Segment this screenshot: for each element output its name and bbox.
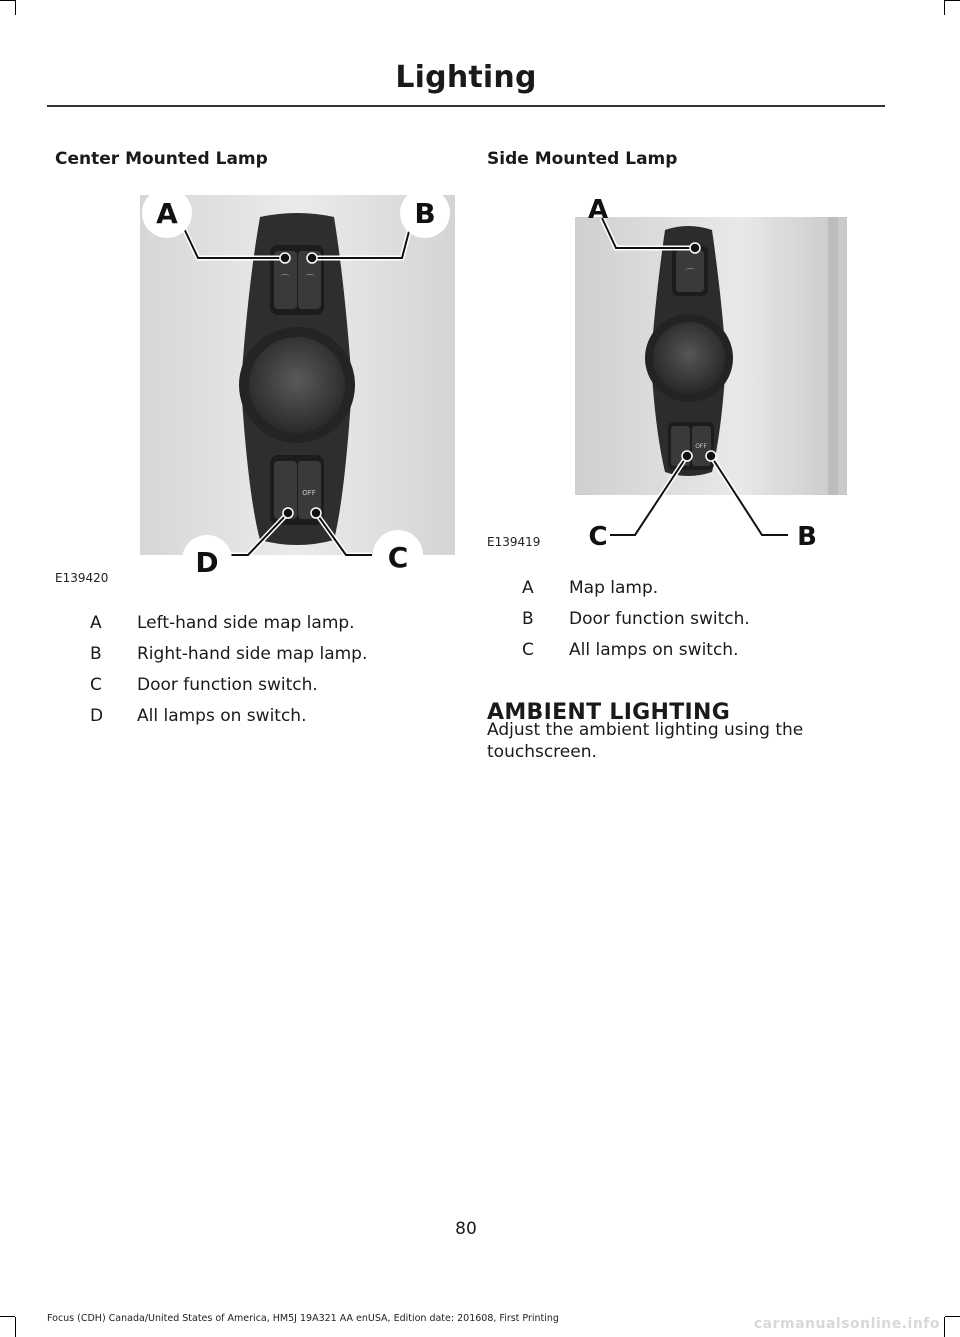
callout-label: C xyxy=(387,541,409,574)
side-lamp-illustration xyxy=(570,190,870,555)
crop-mark xyxy=(944,0,945,15)
header-divider xyxy=(47,105,885,107)
center-lamp-illustration xyxy=(140,195,455,585)
legend-letter: A xyxy=(522,577,534,598)
legend-letter: A xyxy=(90,612,102,633)
legend-letter: B xyxy=(90,643,102,664)
legend-description: Door function switch. xyxy=(569,608,750,629)
callout-label: D xyxy=(195,546,219,579)
center-lamp-figure xyxy=(140,195,455,585)
legend-item xyxy=(520,603,880,634)
crop-mark xyxy=(0,0,15,1)
side-lamp-legend xyxy=(520,572,880,665)
crop-mark xyxy=(944,1317,945,1337)
crop-mark xyxy=(945,1316,960,1317)
callout-label: C xyxy=(588,522,608,552)
legend-description: Map lamp. xyxy=(569,577,659,598)
ambient-lighting-heading: AMBIENT LIGHTING xyxy=(487,700,731,725)
legend-description: Right-hand side map lamp. xyxy=(137,643,368,664)
legend-item xyxy=(520,634,880,665)
callout-label: A xyxy=(587,195,609,225)
legend-item xyxy=(88,669,438,700)
legend-letter: D xyxy=(90,705,104,726)
legend-description: All lamps on switch. xyxy=(569,639,739,660)
crop-mark xyxy=(0,1316,15,1317)
legend-item xyxy=(88,700,438,731)
legend-letter: C xyxy=(522,639,534,660)
center-lamp-heading: Center Mounted Lamp xyxy=(55,149,268,169)
side-lamp-figure xyxy=(570,190,870,555)
crop-mark xyxy=(15,1317,16,1337)
callout-label: A xyxy=(156,197,178,230)
figure-id: E139419 xyxy=(487,535,541,549)
svg-text:⌒: ⌒ xyxy=(685,269,695,279)
callout-label: B xyxy=(414,197,436,230)
side-lamp-heading: Side Mounted Lamp xyxy=(487,149,678,169)
ambient-lighting-text: Adjust the ambient lighting using the touchscreen. xyxy=(487,720,804,762)
legend-letter: C xyxy=(90,674,102,695)
legend-letter: B xyxy=(522,608,534,629)
svg-text:OFF: OFF xyxy=(695,443,707,450)
legend-description: Left-hand side map lamp. xyxy=(137,612,355,633)
page-title: Lighting xyxy=(395,60,537,95)
legend-item xyxy=(520,572,880,603)
svg-text:⌒: ⌒ xyxy=(280,275,290,285)
legend-item xyxy=(88,638,438,669)
svg-text:OFF: OFF xyxy=(302,489,316,497)
callout-label: B xyxy=(797,522,817,552)
svg-text:⌒: ⌒ xyxy=(305,275,315,285)
figure-id: E139420 xyxy=(55,571,109,585)
legend-item xyxy=(88,607,438,638)
watermark: carmanualsonline.info xyxy=(753,1316,940,1332)
legend-description: All lamps on switch. xyxy=(137,705,307,726)
center-lamp-legend xyxy=(88,607,438,731)
crop-mark xyxy=(15,0,16,15)
footer-text: Focus (CDH) Canada/United States of America, HM5J 19A321 AA enUSA, Edition date: 201608, First Printing xyxy=(47,1313,559,1324)
page-number: 80 xyxy=(455,1219,477,1239)
crop-mark xyxy=(945,0,960,1)
legend-description: Door function switch. xyxy=(137,674,318,695)
